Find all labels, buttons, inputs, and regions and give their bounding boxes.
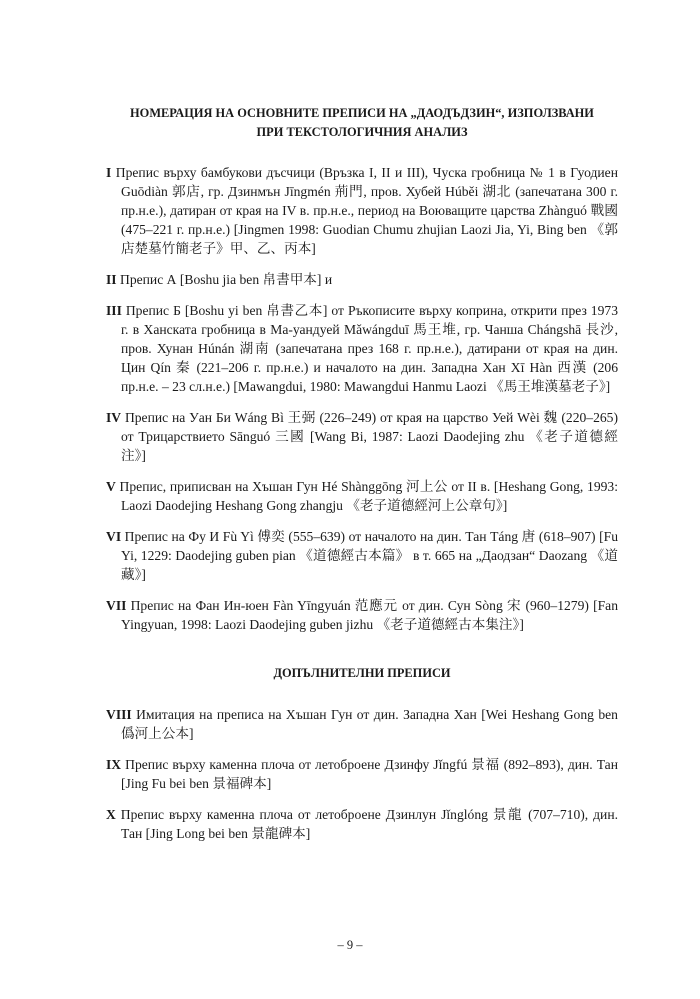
section-heading: ДОПЪЛНИТЕЛНИ ПРЕПИСИ bbox=[273, 666, 451, 680]
entry-number: VIII bbox=[106, 707, 132, 722]
list-item bbox=[106, 477, 618, 515]
list-item bbox=[106, 805, 618, 843]
list-item bbox=[106, 408, 618, 465]
list-item bbox=[106, 596, 618, 634]
entry-number: VI bbox=[106, 529, 122, 544]
entry-text: Препис на Уан Би Wáng Bì 王弼 (226–249) от края на царство Уей Wèi 魏 (220–265) от Трицарствието Sānguó 三國 [Wang Bi, 1987: Laozi Daodejing zhu 《老子道德經注》] bbox=[121, 410, 618, 463]
page-title-line-2: ПРИ ТЕКСТОЛОГИЧНИЯ АНАЛИЗ bbox=[256, 125, 468, 139]
entry-text: Препис върху каменна плоча от летоброене Дзинфу Jǐngfú 景福 (892–893), дин. Тан [Jing Fu bei ben 景福碑本] bbox=[121, 757, 618, 791]
entry-number: IX bbox=[106, 757, 122, 772]
entry-text: Препис върху бамбукови дъсчици (Връзка I, II и III), Чуска гробница № 1 в Гуодиен Guōdiàn 郭店, гр. Дзинмън Jīngmén 荊門, пров. Хубей Húběi 湖北 (запечатана 300 г. пр.н.е.), датиран от края на IV в. пр.н.е., период на Воюващите царства Zhànguó 戰國 (475–221 г. пр.н.е.) [Jingmen 1998: Guodian Chumu zhujian Laozi Jia, Yi, Bing ben 《郭店楚墓竹簡老子》甲、乙、丙本] bbox=[115, 165, 618, 256]
entry-number: III bbox=[106, 303, 122, 318]
list-item bbox=[106, 301, 618, 396]
list-item bbox=[106, 755, 618, 793]
entry-text: Препис на Фу И Fù Yì 傅奕 (555–639) от началото на дин. Тан Táng 唐 (618–907) [Fu Yi, 1229: Daodejing guben pian 《道德經古本篇》 в т. 665 на „Даодзан“ Daozang 《道藏》] bbox=[121, 529, 618, 582]
list-item bbox=[106, 163, 618, 258]
entry-text: Имитация на преписа на Хъшан Гун от дин. Западна Хан [Wei Heshang Gong ben 僞河上公本] bbox=[121, 707, 618, 741]
entry-text: Препис Б [Boshu yi ben 帛書乙本] от Ръкописите върху коприна, открити през 1973 г. в Ханската гробница в Ма-уандуей Mǎwángduī 馬王堆, гр. Чанша Chángshā 長沙, пров. Хунан Húnán 湖南 (запечатана през 168 г. пр.н.е.), датирани от края на дин. Цин Qín 秦 (221–206 г. пр.н.е.) и началото на дин. Западна Хан Xī Hàn 西漢 (206 пр.н.е. – 23 сл.н.е.) [Mawangdui, 1980: Mawangdui Hanmu Laozi 《馬王堆漢墓老子》] bbox=[121, 303, 618, 394]
page-title-line-1: НОМЕРАЦИЯ НА ОСНОВНИТЕ ПРЕПИСИ НА „ДАОДЪДЗИН“, ИЗПОЛЗВАНИ bbox=[130, 106, 594, 120]
entry-text: Препис на Фан Ин-юен Fàn Yīngyuán 范應元 от дин. Сун Sòng 宋 (960–1279) [Fan Yingyuan, 1998: Laozi Daodejing guben jizhu 《老子道德經古本集注》] bbox=[121, 598, 618, 632]
entry-number: IV bbox=[106, 410, 122, 425]
list-item bbox=[106, 705, 618, 743]
entry-number: VII bbox=[106, 598, 127, 613]
entry-text: Препис, приписван на Хъшан Гун Hé Shànggōng 河上公 от II в. [Heshang Gong, 1993: Laozi Daodejing Heshang Gong zhangju 《老子道德經河上公章句》] bbox=[119, 479, 618, 513]
page-number: – 9 – bbox=[337, 938, 363, 952]
entry-number: V bbox=[106, 479, 116, 494]
entry-number: X bbox=[106, 807, 116, 822]
additional-manuscripts-list bbox=[106, 705, 618, 843]
entry-text: Препис А [Boshu jia ben 帛書甲本] и bbox=[120, 272, 333, 287]
entry-text: Препис върху каменна плоча от летоброене Дзинлун Jǐnglóng 景龍 (707–710), дин. Тан [Jing Long bei ben 景龍碑本] bbox=[120, 807, 619, 841]
entry-number: II bbox=[106, 272, 117, 287]
list-item bbox=[106, 270, 618, 289]
page-title bbox=[106, 104, 618, 142]
entry-number: I bbox=[106, 165, 112, 180]
list-item bbox=[106, 527, 618, 584]
main-manuscripts-list bbox=[106, 163, 618, 634]
